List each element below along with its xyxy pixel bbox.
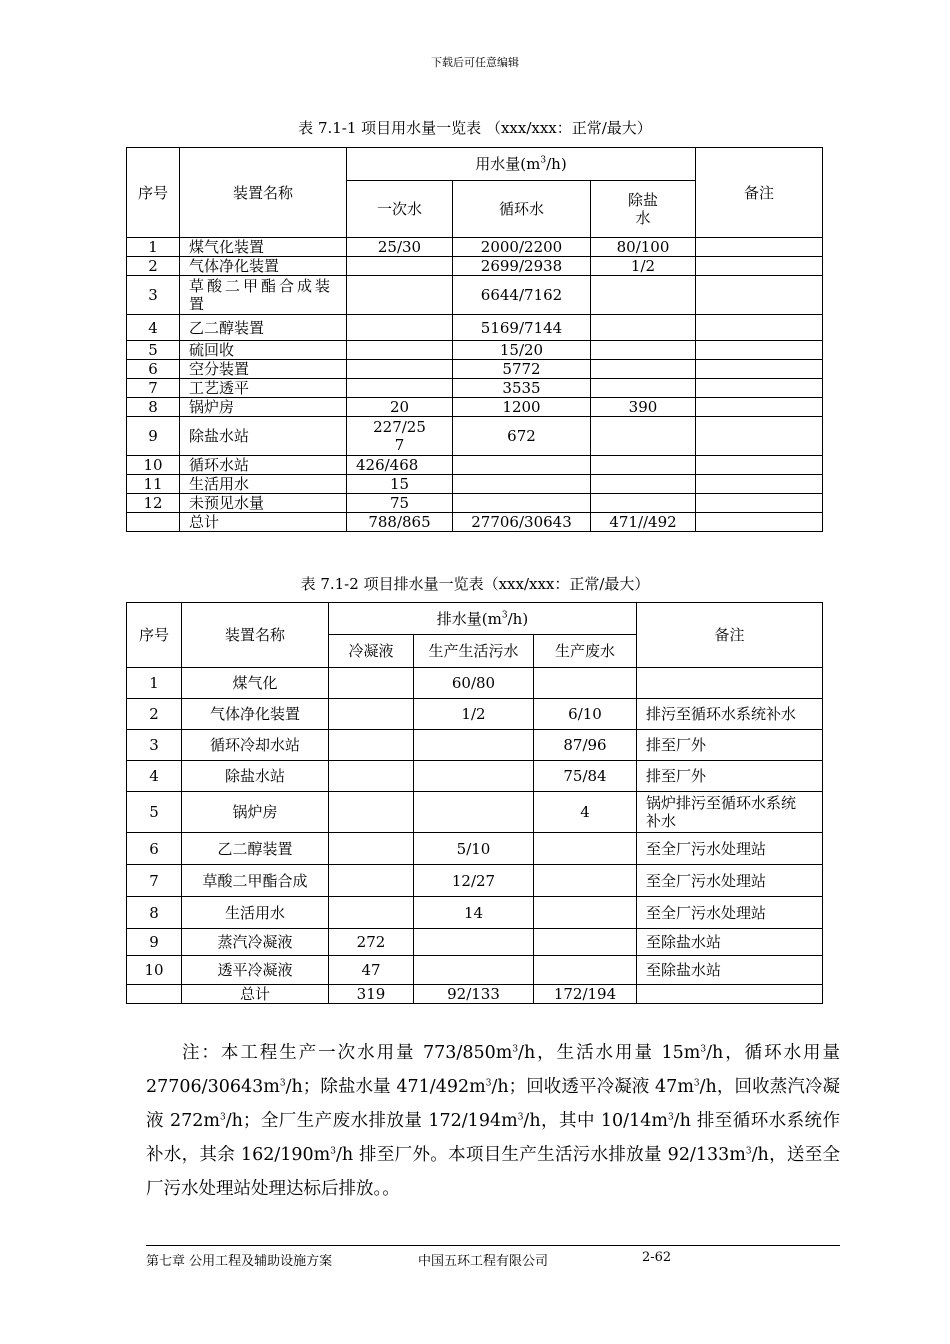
header-waste-water: 生产废水 bbox=[534, 635, 637, 668]
header-remark: 备注 bbox=[696, 148, 823, 238]
footer-chapter: 第七章 公用工程及辅助设施方案 bbox=[146, 1254, 333, 1269]
header-water-usage: 用水量$(m^3/h)$ bbox=[347, 148, 696, 181]
footer-divider bbox=[146, 1245, 840, 1246]
water-discharge-table bbox=[126, 602, 823, 1004]
table-total-row: 总计 788/865 27706/30643 471//492 bbox=[127, 513, 823, 532]
header-remark: 备注 bbox=[637, 603, 823, 668]
table-total-row: 总计 319 92/133 172/194 bbox=[127, 985, 823, 1004]
note-paragraph: 注：本工程生产一次水用量 $773/850m^3/h$，生活水用量 $15m^3/h$，循环水用量 $27706/30643m^3/h$；除盐水量 $471/492m^3/h$；回收透平冷凝液 $47m^3/h$，回收蒸汽冷凝液 $272m^3/h$；全厂生产废水排放量 $172/194m^3/h$，其中 $10/14m^3/h$ 排至循环水系统作补水，其余 $162/190m^3/h$ 排至厂外。本项目生产生活污水排放量 $92/133m^3/h$，送至全厂污水处理站处理达标后排放。。 bbox=[146, 1043, 841, 1199]
header-demin-water: 除盐 水 bbox=[591, 181, 696, 238]
water-usage-table bbox=[126, 147, 823, 532]
table-row: 3 草酸二甲酯合成装 置 6644/7162 bbox=[127, 276, 823, 315]
header-condensate: 冷凝液 bbox=[329, 635, 414, 668]
table-row: 9 蒸汽冷凝液 272 至除盐水站 bbox=[127, 929, 823, 956]
table-row: 6 空分装置 5772 bbox=[127, 360, 823, 379]
footer-company: 中国五环工程有限公司 bbox=[418, 1254, 549, 1269]
table-row: 7 工艺透平 3535 bbox=[127, 379, 823, 398]
table-row: 12 未预见水量 75 bbox=[127, 494, 823, 513]
header-seq: 序号 bbox=[127, 603, 182, 668]
footer-page-number: 2-62 bbox=[642, 1250, 672, 1265]
table-row: 4 除盐水站 75/84 排至厂外 bbox=[127, 761, 823, 792]
header-note: 下载后可任意编辑 bbox=[431, 56, 519, 69]
header-name: 装置名称 bbox=[180, 148, 347, 238]
table-row: 2 气体净化装置 1/2 6/10 排污至循环水系统补水 bbox=[127, 699, 823, 730]
table-row: 9 除盐水站 227/25 7 672 bbox=[127, 417, 823, 456]
header-circulating-water: 循环水 bbox=[453, 181, 591, 238]
header-domestic-sewage: 生产生活污水 bbox=[414, 635, 534, 668]
header-primary-water: 一次水 bbox=[347, 181, 453, 238]
table-row: 8 锅炉房 20 1200 390 bbox=[127, 398, 823, 417]
table-row: 10 透平冷凝液 47 至除盐水站 bbox=[127, 956, 823, 985]
table-row: 1 煤气化装置 25/30 2000/2200 80/100 bbox=[127, 238, 823, 257]
table-row: 7 草酸二甲酯合成 12/27 至全厂污水处理站 bbox=[127, 865, 823, 897]
table2-caption: 表 7.1-2 项目排水量一览表（xxx/xxx：正常/最大） bbox=[300, 575, 650, 593]
table-row: 5 锅炉房 4 锅炉排污至循环水系统 补水 bbox=[127, 792, 823, 833]
table-row: 2 气体净化装置 2699/2938 1/2 bbox=[127, 257, 823, 276]
header-name: 装置名称 bbox=[182, 603, 329, 668]
table-row: 3 循环冷却水站 87/96 排至厂外 bbox=[127, 730, 823, 761]
header-discharge: 排水量$(m^3/h)$ bbox=[329, 603, 637, 635]
table-row: 1 煤气化 60/80 bbox=[127, 668, 823, 699]
table-row: 5 硫回收 15/20 bbox=[127, 341, 823, 360]
table-row: 6 乙二醇装置 5/10 至全厂污水处理站 bbox=[127, 833, 823, 865]
table-row: 11 生活用水 15 bbox=[127, 475, 823, 494]
table-row: 8 生活用水 14 至全厂污水处理站 bbox=[127, 897, 823, 929]
table-row: 10 循环水站 426/468 bbox=[127, 456, 823, 475]
table1-caption: 表 7.1-1 项目用水量一览表 （xxx/xxx：正常/最大） bbox=[298, 119, 652, 137]
table-row: 4 乙二醇装置 5169/7144 bbox=[127, 315, 823, 341]
header-seq: 序号 bbox=[127, 148, 180, 238]
